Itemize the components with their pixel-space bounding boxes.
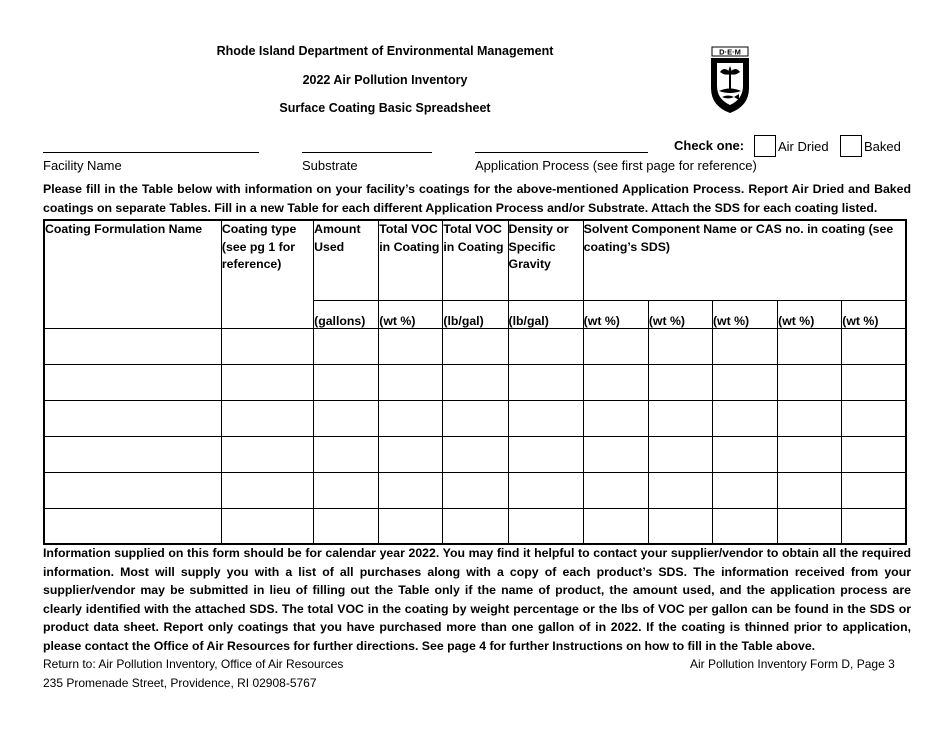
table-cell[interactable] (583, 328, 648, 364)
table-cell[interactable] (508, 328, 583, 364)
return-address-line1: Return to: Air Pollution Inventory, Office of Air Resources (43, 657, 344, 671)
table-cell[interactable] (443, 508, 508, 544)
table-cell[interactable] (221, 436, 313, 472)
table-cell[interactable] (379, 328, 443, 364)
table-cell[interactable] (712, 364, 777, 400)
unit-solvent-5: (wt %) (842, 313, 879, 328)
table-cell[interactable] (508, 436, 583, 472)
table-cell[interactable] (314, 328, 379, 364)
table-cell[interactable] (778, 328, 842, 364)
table-cell[interactable] (583, 364, 648, 400)
table-row (44, 400, 906, 436)
table-cell[interactable] (314, 364, 379, 400)
table-cell[interactable] (648, 364, 712, 400)
table-cell[interactable] (648, 328, 712, 364)
application-process-field[interactable] (475, 152, 648, 153)
table-cell[interactable] (778, 472, 842, 508)
dem-logo-icon (708, 46, 752, 114)
substrate-field[interactable] (302, 152, 432, 153)
footer-instructions: Information supplied on this form should be for calendar year 2022. You may find it helpful to contact your supplier/vendor to obtain all the required information. Most will supply you with a list of all purchases along with a copy of each product’s SDS. The information received from your supplier/vendor may be submitted in lieu of filling out the Table only if the name of product, the amount used, and the application process are clearly identified with the attached SDS. The total VOC in the coating by weight percentage or the lbs of VOC per gallon can be found in the SDS or product data sheet. Report only coatings that you have purchased more than one gallon of in 2022. If the coating is thinned prior to application, please contact the Office of Air Resources for further directions. See page 4 for further Instructions on how to fill in the Table above. (43, 546, 911, 653)
table-cell[interactable] (379, 472, 443, 508)
unit-gallons: (gallons) (314, 313, 366, 328)
table-cell[interactable] (221, 508, 313, 544)
unit-solvent-3: (wt %) (712, 313, 750, 328)
unit-voc-wt: (wt %) (379, 313, 416, 328)
table-cell[interactable] (712, 436, 777, 472)
table-cell[interactable] (712, 472, 777, 508)
table-cell[interactable] (842, 400, 906, 436)
col-voc-pct: Total VOC in Coating (379, 222, 440, 254)
table-cell[interactable] (379, 400, 443, 436)
form-id: Air Pollution Inventory Form D, Page 3 (690, 657, 895, 671)
table-cell[interactable] (314, 436, 379, 472)
table-cell[interactable] (648, 400, 712, 436)
table-cell[interactable] (778, 364, 842, 400)
table-cell[interactable] (648, 508, 712, 544)
air-dried-label: Air Dried (778, 139, 829, 154)
table-cell[interactable] (508, 400, 583, 436)
table-row (44, 364, 906, 400)
table-cell[interactable] (379, 436, 443, 472)
unit-solvent-1: (wt %) (583, 313, 620, 328)
table-cell[interactable] (778, 508, 842, 544)
table-cell[interactable] (44, 328, 221, 364)
unit-solvent-4: (wt %) (778, 313, 815, 328)
unit-voc-lbgal: (lb/gal) (443, 313, 484, 328)
table-cell[interactable] (44, 436, 221, 472)
table-cell[interactable] (508, 364, 583, 400)
unit-density: (lb/gal) (508, 313, 549, 328)
table-cell[interactable] (842, 364, 906, 400)
facility-name-label: Facility Name (43, 158, 122, 173)
table-cell[interactable] (583, 508, 648, 544)
table-cell[interactable] (221, 364, 313, 400)
table-cell[interactable] (508, 472, 583, 508)
table-cell[interactable] (712, 400, 777, 436)
instructions: Please fill in the Table below with information on your facility’s coatings for the above-mentioned Application Process. Report Air Dried and Baked coatings on separate Tables. Fill in a new Table for each different Application Process and/or Substrate. Attach the SDS for each coating listed. (43, 182, 911, 215)
air-dried-checkbox[interactable] (754, 135, 776, 157)
col-coating-type: Coating type (see pg 1 for reference) (221, 222, 297, 271)
baked-label: Baked (864, 139, 901, 154)
table-cell[interactable] (842, 508, 906, 544)
table-cell[interactable] (314, 400, 379, 436)
table-cell[interactable] (842, 436, 906, 472)
application-process-label: Application Process (see first page for reference) (475, 158, 757, 173)
table-cell[interactable] (712, 328, 777, 364)
table-cell[interactable] (221, 472, 313, 508)
table-row (44, 508, 906, 544)
table-cell[interactable] (44, 508, 221, 544)
col-formulation: Coating Formulation Name (45, 222, 203, 236)
table-cell[interactable] (221, 400, 313, 436)
table-cell[interactable] (379, 364, 443, 400)
table-cell[interactable] (508, 508, 583, 544)
unit-solvent-2: (wt %) (648, 313, 686, 328)
coatings-table (43, 219, 907, 545)
table-row (44, 436, 906, 472)
table-cell[interactable] (583, 400, 648, 436)
table-cell[interactable] (443, 400, 508, 436)
table-cell[interactable] (443, 472, 508, 508)
table-cell[interactable] (44, 472, 221, 508)
table-cell[interactable] (314, 508, 379, 544)
table-cell[interactable] (221, 328, 313, 364)
table-cell[interactable] (443, 436, 508, 472)
table-cell[interactable] (712, 508, 777, 544)
baked-checkbox[interactable] (840, 135, 862, 157)
return-address-line2: 235 Promenade Street, Providence, RI 02908-5767 (43, 676, 317, 690)
agency-title: Rhode Island Department of Environmental Management (216, 44, 554, 58)
table-cell[interactable] (648, 472, 712, 508)
table-cell[interactable] (842, 328, 906, 364)
table-cell[interactable] (314, 472, 379, 508)
table-row (44, 472, 906, 508)
table-cell[interactable] (778, 436, 842, 472)
table-cell[interactable] (443, 328, 508, 364)
sheet-title: Surface Coating Basic Spreadsheet (279, 101, 491, 115)
col-amount: Amount Used (314, 222, 361, 254)
table-cell[interactable] (583, 472, 648, 508)
logo-lettering: D·E·M (719, 47, 741, 57)
table-cell[interactable] (648, 436, 712, 472)
table-cell[interactable] (379, 508, 443, 544)
facility-name-field[interactable] (43, 152, 259, 153)
col-solvent: Solvent Component Name or CAS no. in coating (see coating’s SDS) (583, 222, 894, 254)
table-cell[interactable] (778, 400, 842, 436)
table-row (44, 328, 906, 364)
table-cell[interactable] (44, 400, 221, 436)
col-voc-lbgal: Total VOC in Coating (443, 222, 504, 254)
table-cell[interactable] (842, 472, 906, 508)
substrate-label: Substrate (302, 158, 358, 173)
col-density: Density or Specific Gravity (508, 222, 569, 271)
table-cell[interactable] (443, 364, 508, 400)
inventory-title: 2022 Air Pollution Inventory (302, 73, 468, 87)
check-one-label: Check one: (674, 138, 745, 153)
table-cell[interactable] (583, 436, 648, 472)
table-cell[interactable] (44, 364, 221, 400)
